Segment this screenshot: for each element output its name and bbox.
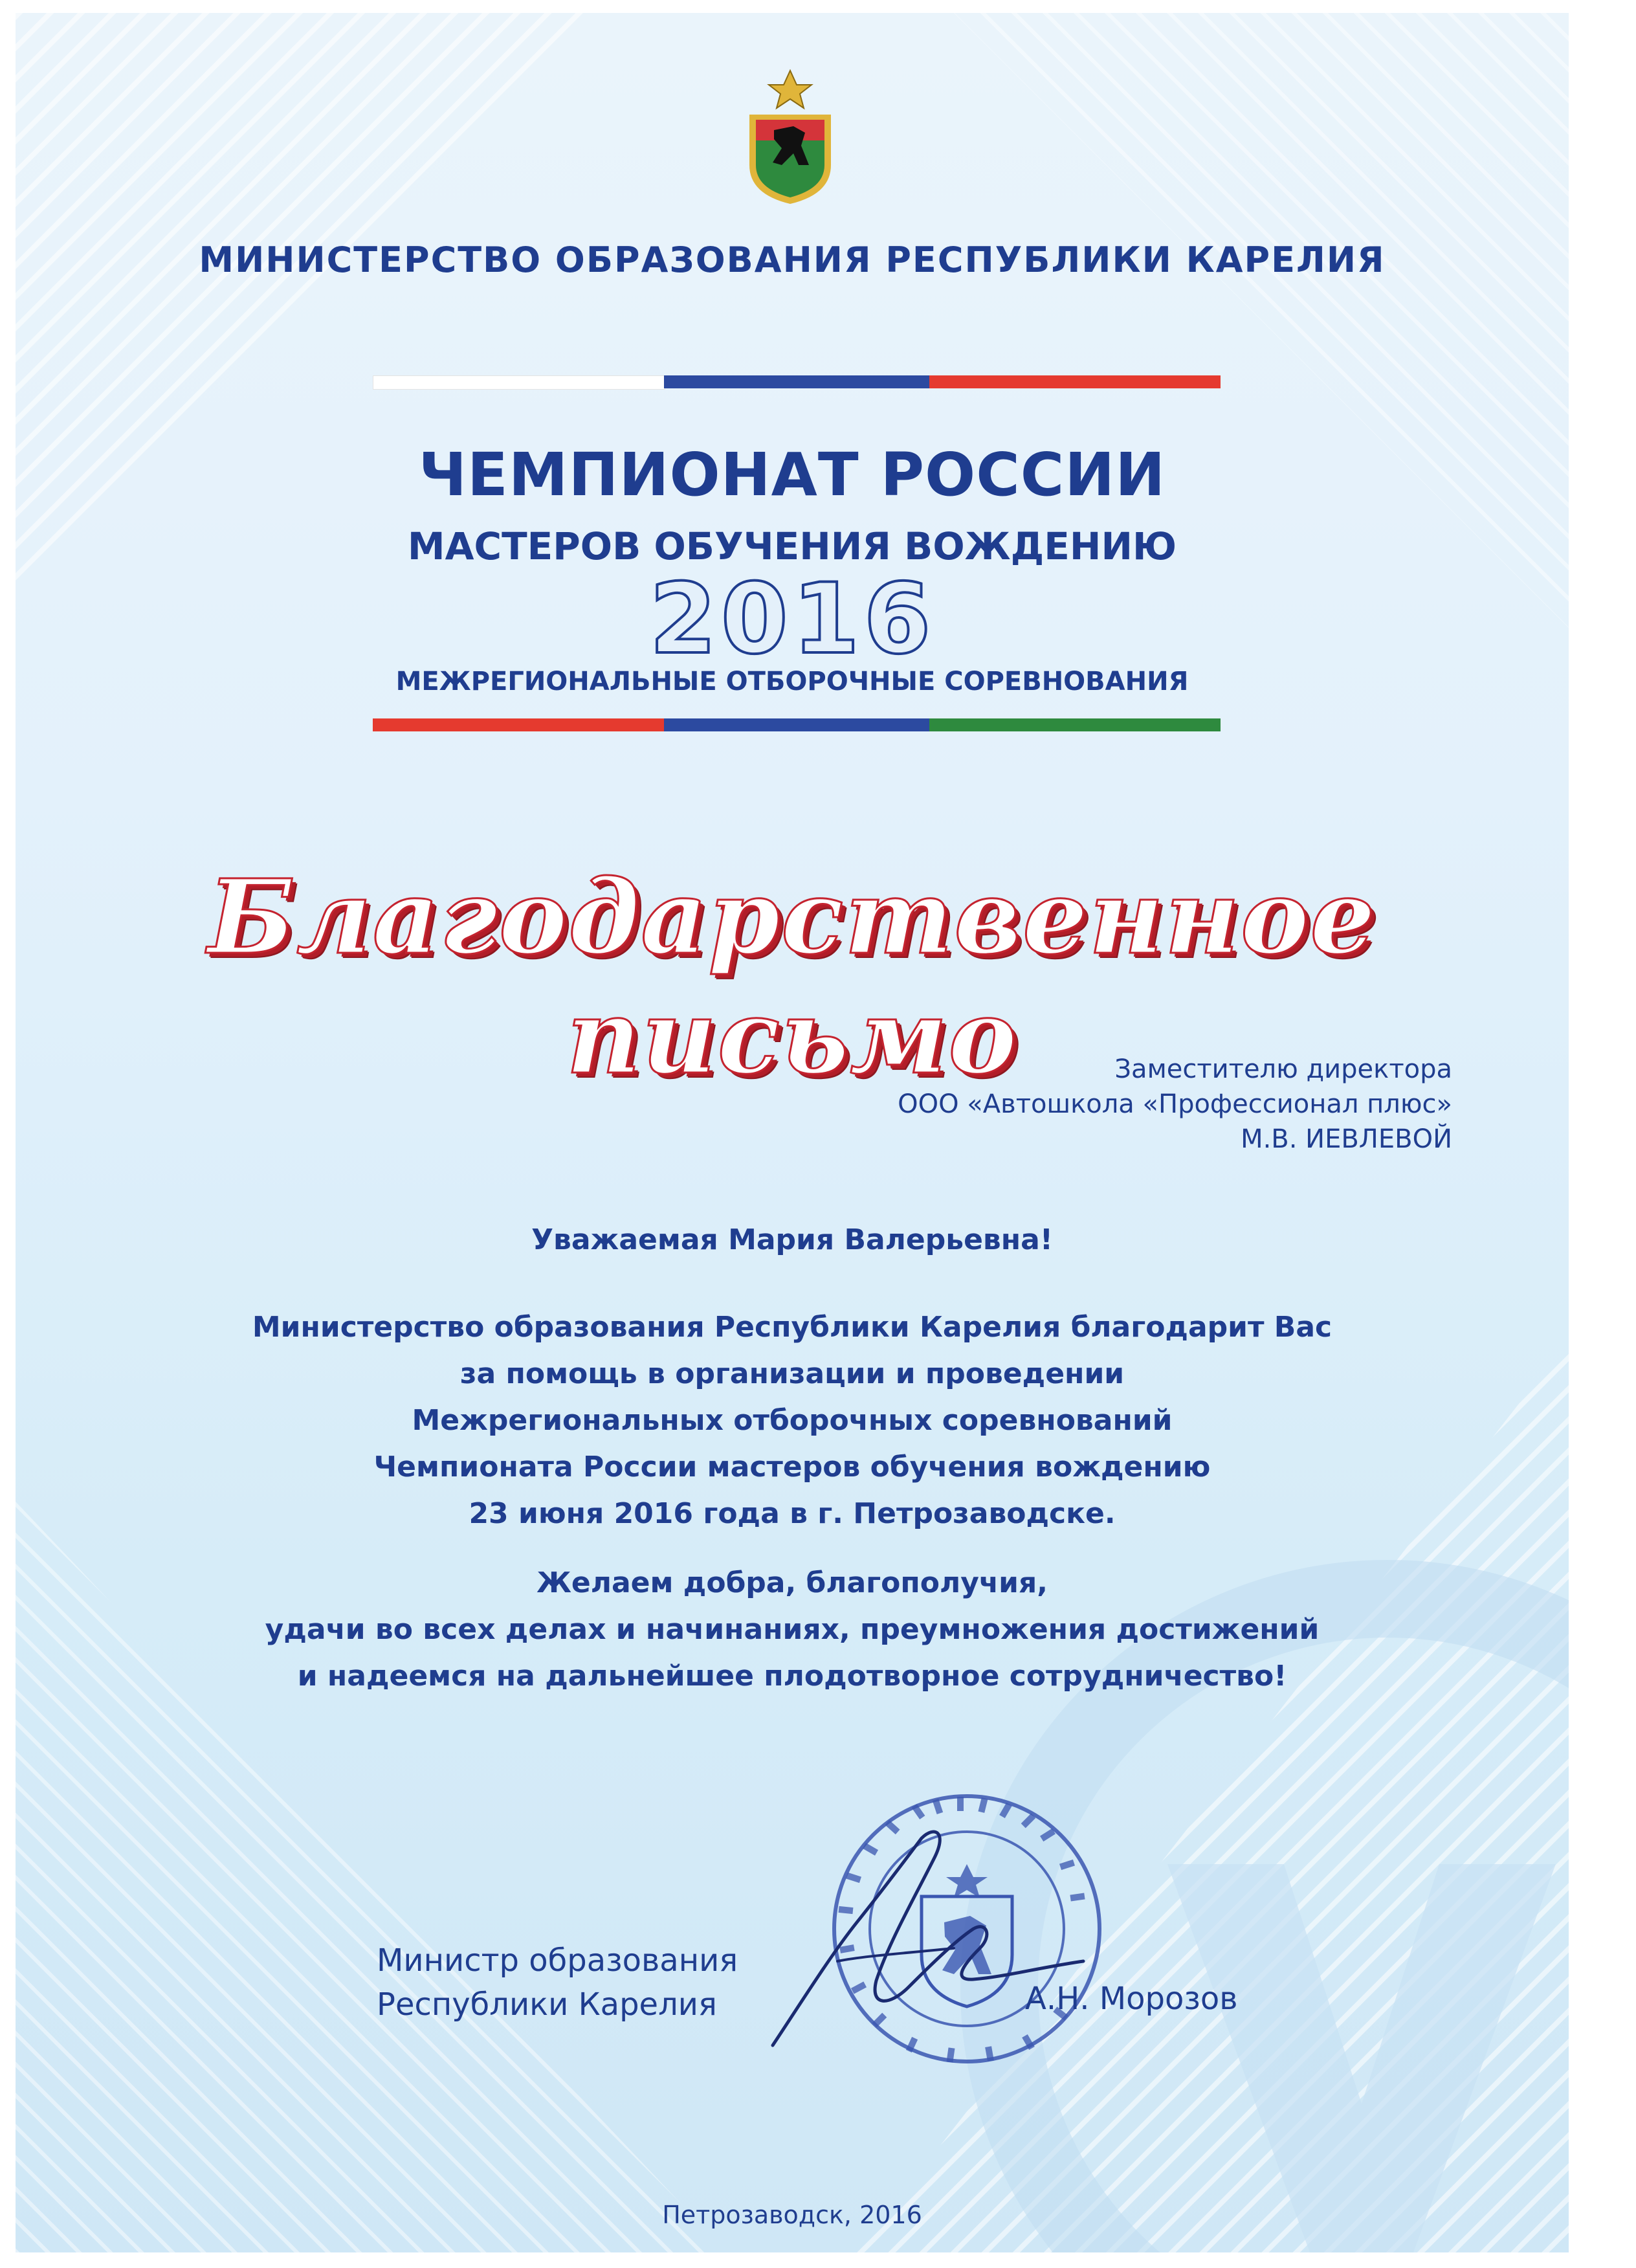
stripe-red (929, 375, 1221, 388)
stripe-white (373, 375, 665, 390)
addressee-block (898, 1052, 1452, 1157)
championship-title: ЧЕМПИОНАТ РОССИИ (418, 440, 1166, 509)
body-line: Чемпионата России мастеров обучения вождению (373, 1451, 1211, 1484)
handwritten-signature (760, 1812, 1096, 2058)
stripe-green-bottom (929, 718, 1221, 731)
signer-name: А.Н. Морозов (1025, 1981, 1238, 2017)
championship-year: 2016 (649, 563, 935, 676)
wishes-line: удачи во всех делах и начинаниях, преумножения достижений (265, 1613, 1320, 1646)
body-line: за помощь в организации и проведении (459, 1357, 1125, 1390)
wishes-text (16, 1560, 1569, 1700)
wishes-line: и надеемся на дальнейшее плодотворное сотрудничество! (297, 1660, 1287, 1693)
addressee-name: М.В. ИЕВЛЕВОЙ (1241, 1124, 1452, 1154)
body-line: Министерство образования Республики Карелия благодарит Вас (252, 1311, 1332, 1344)
stripe-red-bottom (373, 718, 664, 731)
karelia-emblem (742, 68, 839, 207)
document-title: Благодарственное письмо (208, 858, 1376, 1097)
championship-note: МЕЖРЕГИОНАЛЬНЫЕ ОТБОРОЧНЫЕ СОРЕВНОВАНИЯ (395, 667, 1189, 696)
place-date: Петрозаводск, 2016 (662, 2201, 922, 2229)
body-text (16, 1304, 1569, 1537)
stripe-blue (664, 375, 929, 388)
salutation: Уважаемая Мария Валерьевна! (531, 1223, 1053, 1256)
signer-title (377, 1939, 738, 2027)
wishes-line: Желаем добра, благополучия, (536, 1566, 1048, 1599)
stripe-blue-bottom (664, 718, 929, 731)
ministry-header: МИНИСТЕРСТВО ОБРАЗОВАНИЯ РЕСПУБЛИКИ КАРЕЛИЯ (199, 239, 1386, 280)
signer-title-line: Республики Карелия (377, 1986, 717, 2023)
body-line: 23 июня 2016 года в г. Петрозаводске. (469, 1497, 1116, 1530)
certificate-page (16, 13, 1569, 2252)
addressee-position: Заместителю директора (1114, 1054, 1452, 1084)
championship-subtitle: МАСТЕРОВ ОБУЧЕНИЯ ВОЖДЕНИЮ (407, 524, 1177, 568)
body-line: Межрегиональных отборочных соревнований (412, 1404, 1173, 1437)
signer-title-line: Министр образования (377, 1942, 738, 1979)
addressee-organization: ООО «Автошкола «Профессионал плюс» (898, 1089, 1452, 1119)
